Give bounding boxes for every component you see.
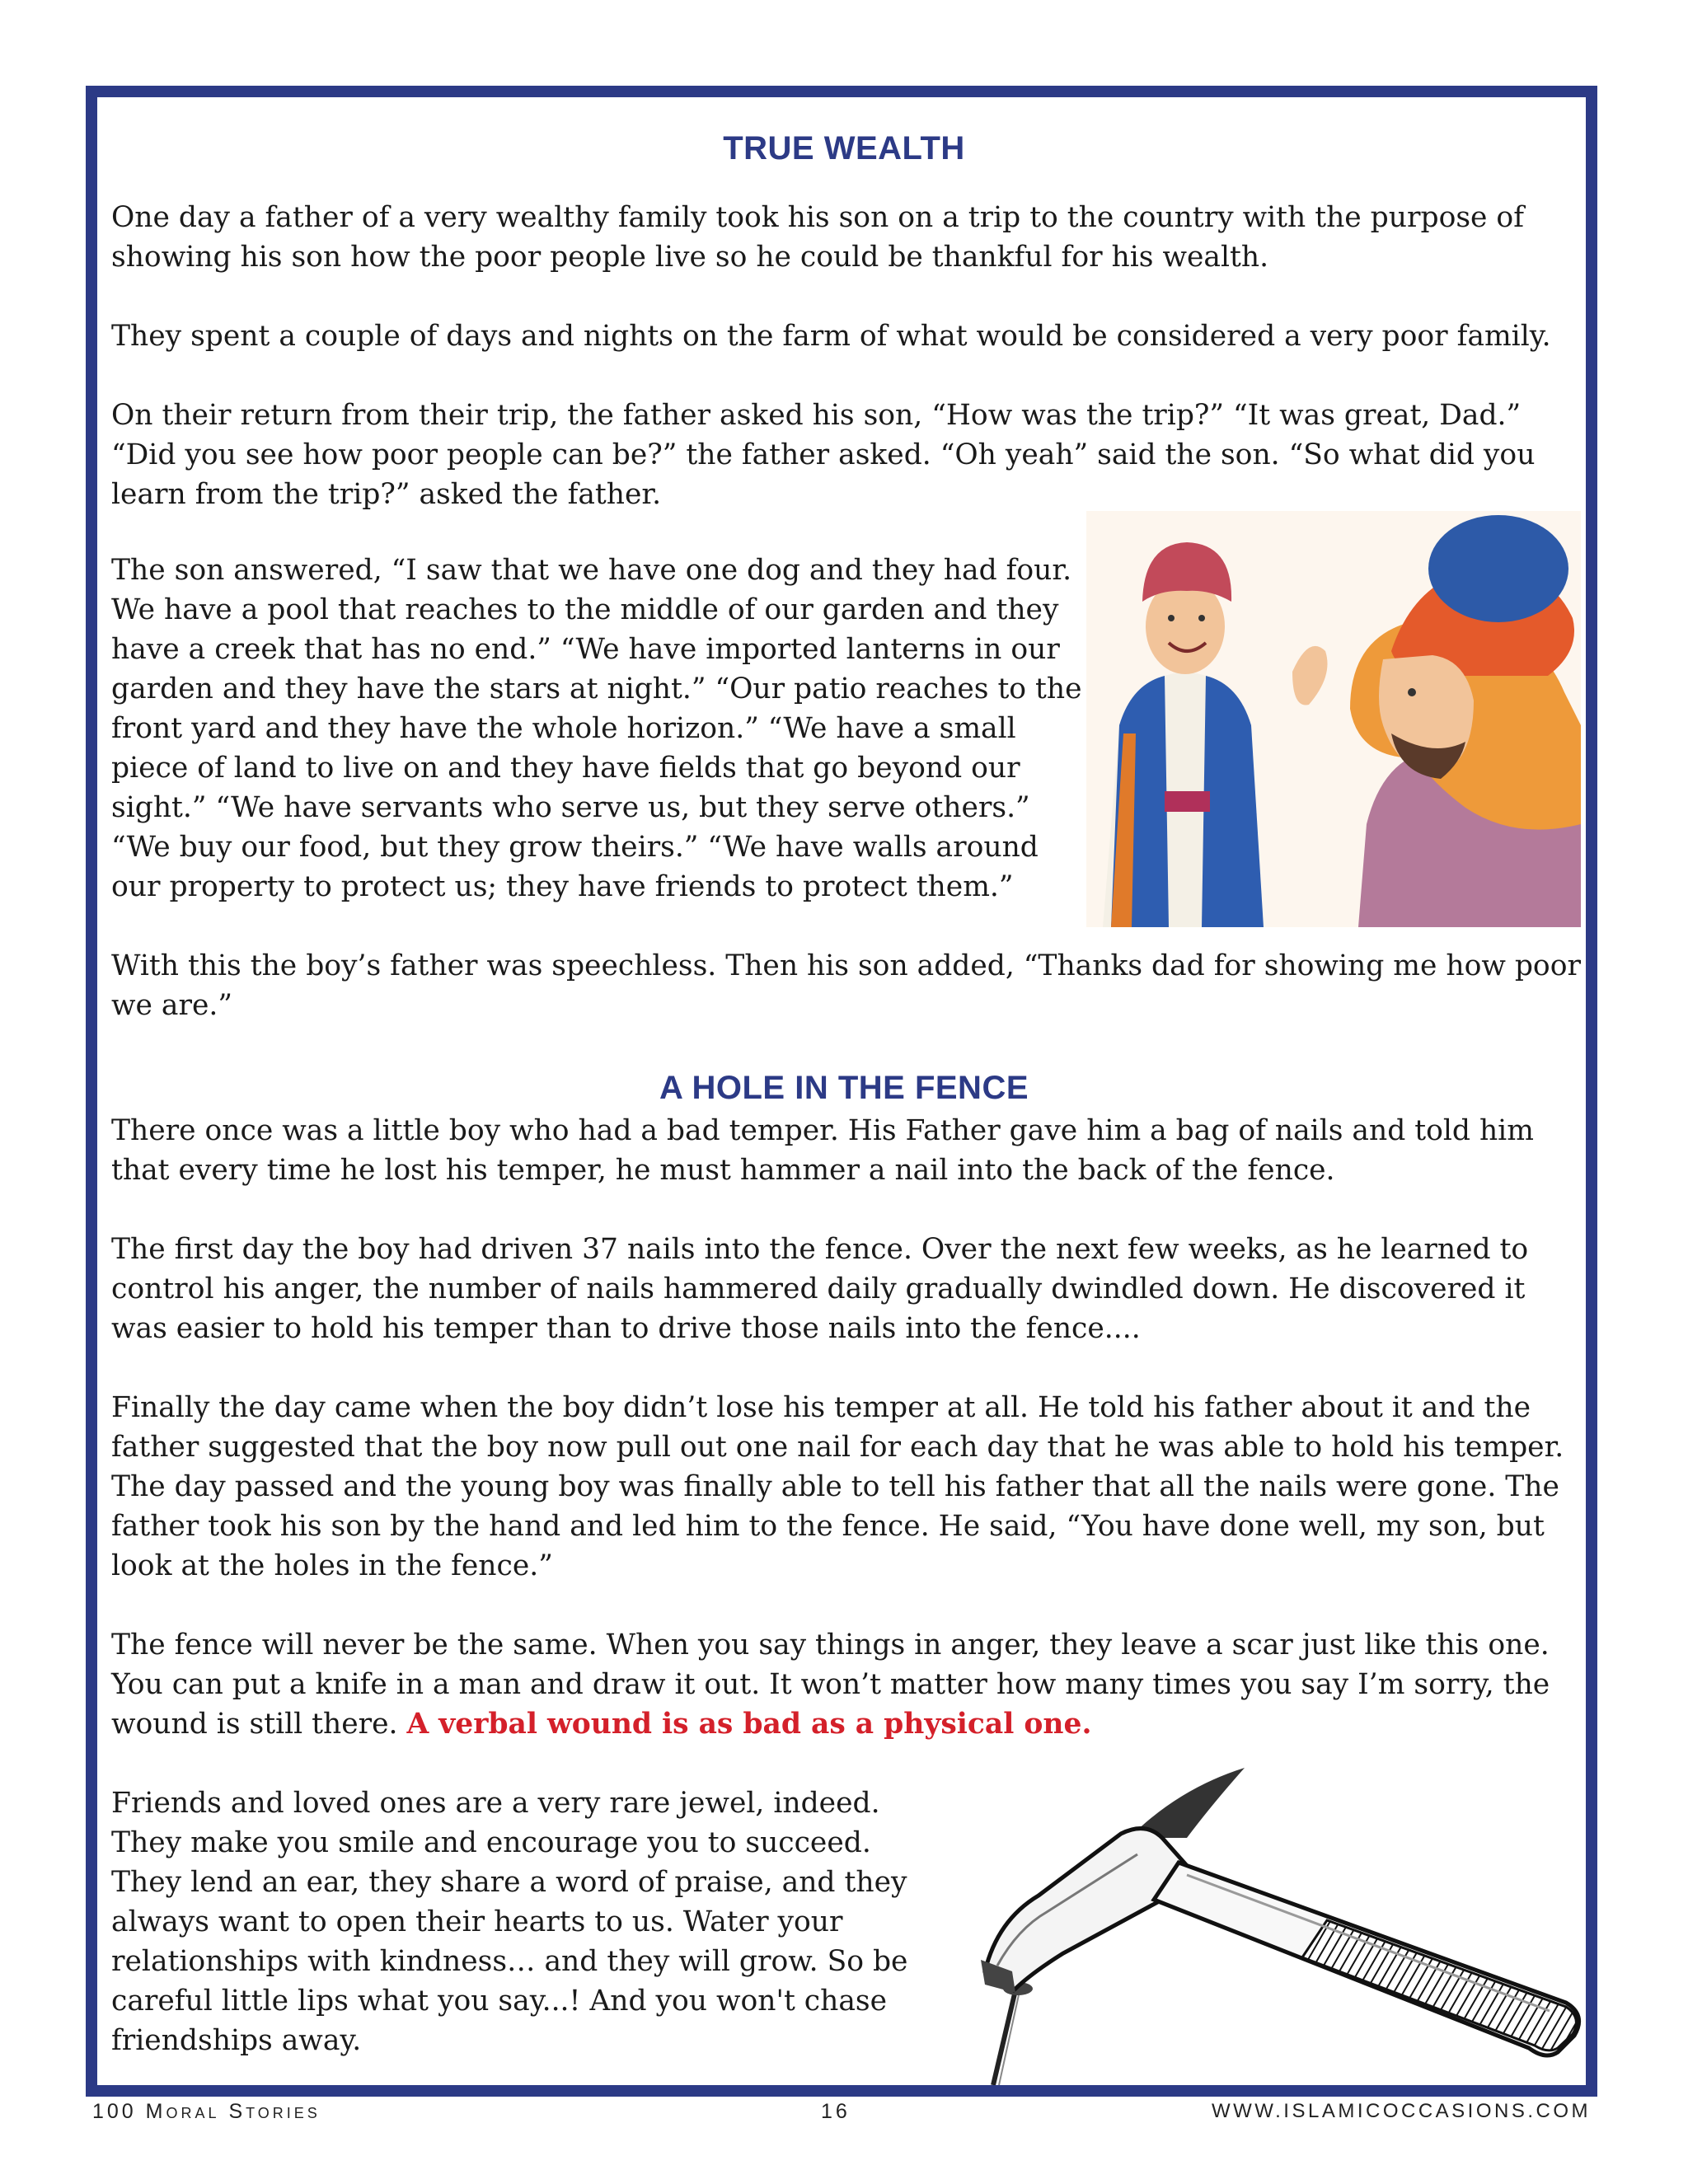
story2-paragraph-5: Friends and loved ones are a very rare jewel, indeed. They make you smile and encourage you to succeed. They lend an ear, they share a word of praise, and they always want to open their hearts to us. Water your relationships with kindness… and they will grow. So be careful little lips what you say...! And you won't chase friendships away. bbox=[111, 1787, 908, 2057]
footer-website: WWW.ISLAMICOCCASIONS.COM bbox=[1212, 2100, 1592, 2122]
story2-paragraph-4-text: The fence will never be the same. When you say things in anger, they leave a scar just like this one. You can put a knife in a man and draw it out. It won’t matter how many times you say I’m sorry, the wound is still there. bbox=[111, 1629, 1550, 1741]
footer-page-number: 16 bbox=[821, 2100, 851, 2123]
verbal-wound-highlight: A verbal wound is as bad as a physical one. bbox=[406, 1708, 1092, 1741]
story1-paragraph-5: With this the boy’s father was speechless. Then his son added, “Thanks dad for showing me how poor we are.” bbox=[111, 949, 1581, 1022]
story2-paragraph-2: The first day the boy had driven 37 nails into the fence. Over the next few weeks, as he learned to control his anger, the number of nails hammered daily gradually dwindled down. He discovered it was easier to hold his temper than to drive those nails into the fence.... bbox=[111, 1233, 1529, 1345]
story2-paragraph-1: There once was a little boy who had a bad temper. His Father gave him a bag of nails and told him that every time he lost his temper, he must hammer a nail into the back of the fence. bbox=[111, 1114, 1534, 1187]
story1-paragraph-1: One day a father of a very wealthy family took his son on a trip to the country with the purpose of showing his son how the poor people live so he could be thankful for his wealth. bbox=[111, 201, 1524, 274]
story1-paragraph-3: On their return from their trip, the father asked his son, “How was the trip?” “It was great, Dad.” “Did you see how poor people can be?” the father asked. “Oh yeah” said the son. “So what did you learn from the trip?” asked the father. bbox=[111, 399, 1536, 511]
story2-paragraph-3: Finally the day came when the boy didn’t lose his temper at all. He told his father about it and the father suggested that the boy now pull out one nail for each day that he was able to hold his temper. The day passed and the young boy was finally able to tell his father that all the nails were gone. The father took his son by the hand and led him to the fence. He said, “You have done well, my son, but look at the holes in the fence.” bbox=[111, 1391, 1564, 1582]
hammer-and-nail-illustration bbox=[940, 1755, 1591, 2085]
boy-and-father-illustration bbox=[1086, 511, 1581, 927]
story1-paragraph-2: They spent a couple of days and nights on the farm of what would be considered a very poor family. bbox=[111, 320, 1551, 353]
story-title-true-wealth: TRUE WEALTH bbox=[723, 130, 965, 166]
story-title-hole-in-fence: A HOLE IN THE FENCE bbox=[659, 1070, 1029, 1106]
story2-paragraph-4 bbox=[111, 1625, 1587, 1744]
story1-paragraph-4: The son answered, “I saw that we have one dog and they had four. We have a pool that reaches to the middle of our garden and they have a creek that has no end.” “We have imported lanterns in our garden and they have the stars at night.” “Our patio reaches to the front yard and they have the whole horizon.” “We have a small piece of land to live on and they have fields that go beyond our sight.” “We have servants who serve us, but they serve others.” “We buy our food, but they grow theirs.” “We have walls around our property to protect us; they have friends to protect them.” bbox=[111, 554, 1082, 903]
footer-book-title: 100 Moral Stories bbox=[92, 2100, 321, 2123]
